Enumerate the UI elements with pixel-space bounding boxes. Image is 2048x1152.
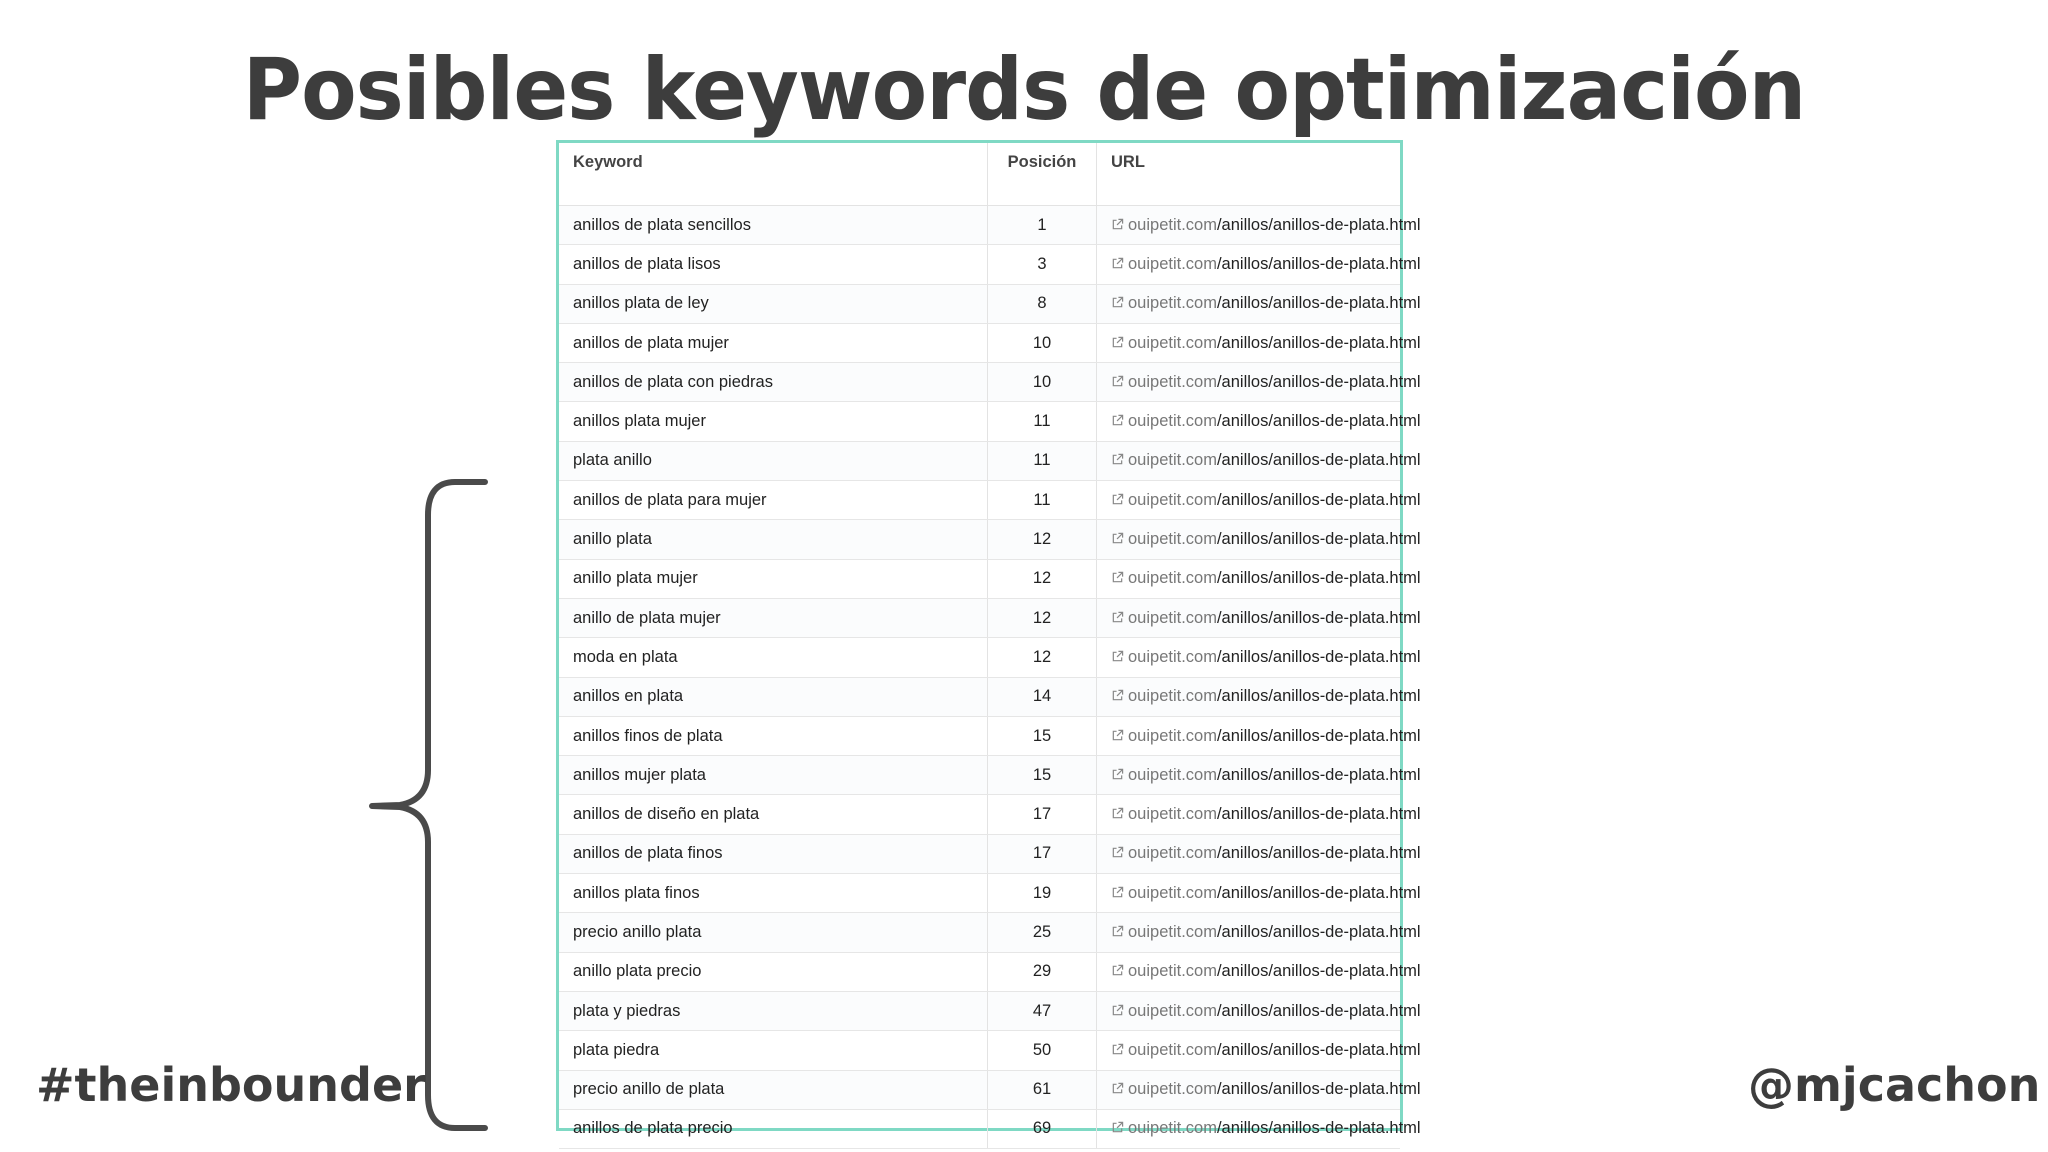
url-cell[interactable]: [1097, 363, 1421, 402]
external-link-icon[interactable]: [1111, 531, 1124, 544]
keyword-cell: plata anillo: [559, 441, 988, 480]
url-path[interactable]: /anillos/anillos-de-plata.html: [1216, 805, 1421, 824]
keyword-cell: anillos de plata precio: [559, 1109, 988, 1148]
table-row: [559, 559, 1400, 598]
header-keyword[interactable]: Keyword: [559, 143, 988, 206]
table-row: [559, 1070, 1400, 1109]
keyword-cell: anillo plata mujer: [559, 559, 988, 598]
url-path[interactable]: /anillos/anillos-de-plata.html: [1216, 451, 1421, 470]
url-cell[interactable]: [1097, 1109, 1421, 1148]
position-cell: 69: [988, 1109, 1097, 1148]
url-domain[interactable]: ouipetit.com: [1128, 1119, 1217, 1138]
table-row: [559, 795, 1400, 834]
external-link-icon[interactable]: [1111, 845, 1124, 858]
url-domain[interactable]: ouipetit.com: [1128, 254, 1217, 273]
url-cell[interactable]: [1097, 1070, 1421, 1109]
url-path[interactable]: /anillos/anillos-de-plata.html: [1216, 726, 1421, 745]
url-cell[interactable]: [1097, 1031, 1421, 1070]
url-cell[interactable]: [1097, 677, 1421, 716]
position-cell: 8: [988, 284, 1097, 323]
keyword-cell: anillos de plata lisos: [559, 245, 988, 284]
url-domain[interactable]: ouipetit.com: [1128, 490, 1217, 509]
url-path[interactable]: /anillos/anillos-de-plata.html: [1216, 765, 1421, 784]
url-cell[interactable]: [1097, 520, 1421, 559]
table-row: [559, 638, 1400, 677]
url-cell[interactable]: [1097, 598, 1421, 637]
url-path[interactable]: /anillos/anillos-de-plata.html: [1216, 333, 1421, 352]
keyword-cell: plata piedra: [559, 1031, 988, 1070]
url-domain[interactable]: ouipetit.com: [1128, 1040, 1217, 1059]
position-cell: 11: [988, 402, 1097, 441]
url-domain[interactable]: ouipetit.com: [1128, 294, 1217, 313]
table-row: [559, 402, 1400, 441]
keyword-cell: anillo plata: [559, 520, 988, 559]
position-cell: 12: [988, 559, 1097, 598]
url-cell[interactable]: [1097, 913, 1421, 952]
table-row: [559, 874, 1400, 913]
table-row: [559, 1031, 1400, 1070]
external-link-icon[interactable]: [1111, 688, 1124, 701]
url-path[interactable]: /anillos/anillos-de-plata.html: [1216, 412, 1421, 431]
url-domain[interactable]: ouipetit.com: [1128, 569, 1217, 588]
external-link-icon[interactable]: [1111, 1120, 1124, 1133]
position-cell: 17: [988, 834, 1097, 873]
table-row: [559, 991, 1400, 1030]
table-row: [559, 756, 1400, 795]
url-domain[interactable]: ouipetit.com: [1128, 883, 1217, 902]
url-domain[interactable]: ouipetit.com: [1128, 451, 1217, 470]
author-handle: @mjcachon: [1748, 1058, 2041, 1112]
url-cell[interactable]: [1097, 245, 1421, 284]
curly-brace: [360, 470, 500, 1150]
external-link-icon[interactable]: [1111, 924, 1124, 937]
external-link-icon[interactable]: [1111, 767, 1124, 780]
url-domain[interactable]: ouipetit.com: [1128, 1080, 1217, 1099]
keywords-table-frame: [556, 140, 1421, 1138]
position-cell: 10: [988, 363, 1097, 402]
keyword-cell: anillo de plata mujer: [559, 598, 988, 637]
url-cell[interactable]: [1097, 952, 1421, 991]
url-path[interactable]: /anillos/anillos-de-plata.html: [1216, 1080, 1421, 1099]
table-row: [559, 206, 1400, 245]
external-link-icon[interactable]: [1111, 1003, 1124, 1016]
position-cell: 12: [988, 598, 1097, 637]
keyword-cell: anillos de plata con piedras: [559, 363, 988, 402]
external-link-icon[interactable]: [1111, 885, 1124, 898]
url-domain[interactable]: ouipetit.com: [1128, 844, 1217, 863]
table-row: [559, 1109, 1400, 1148]
keyword-cell: anillos de plata mujer: [559, 323, 988, 362]
url-cell[interactable]: [1097, 323, 1421, 362]
keyword-cell: anillos finos de plata: [559, 716, 988, 755]
position-cell: 12: [988, 520, 1097, 559]
url-domain[interactable]: ouipetit.com: [1128, 608, 1217, 627]
url-cell[interactable]: [1097, 874, 1421, 913]
url-cell[interactable]: [1097, 402, 1421, 441]
url-path[interactable]: /anillos/anillos-de-plata.html: [1216, 530, 1421, 549]
keyword-cell: anillos en plata: [559, 677, 988, 716]
url-path[interactable]: /anillos/anillos-de-plata.html: [1216, 844, 1421, 863]
position-cell: 15: [988, 716, 1097, 755]
table-row: [559, 441, 1400, 480]
external-link-icon[interactable]: [1111, 295, 1124, 308]
position-cell: 25: [988, 913, 1097, 952]
external-link-icon[interactable]: [1111, 217, 1124, 230]
external-link-icon[interactable]: [1111, 728, 1124, 741]
table-row: [559, 520, 1400, 559]
external-link-icon[interactable]: [1111, 806, 1124, 819]
url-path[interactable]: /anillos/anillos-de-plata.html: [1216, 569, 1421, 588]
url-cell[interactable]: [1097, 206, 1421, 245]
external-link-icon[interactable]: [1111, 413, 1124, 426]
url-domain[interactable]: ouipetit.com: [1128, 765, 1217, 784]
table-row: [559, 834, 1400, 873]
url-path[interactable]: /anillos/anillos-de-plata.html: [1216, 215, 1421, 234]
external-link-icon[interactable]: [1111, 452, 1124, 465]
url-domain[interactable]: ouipetit.com: [1128, 412, 1217, 431]
header-url[interactable]: URL: [1097, 143, 1401, 206]
table-row: [559, 716, 1400, 755]
keyword-cell: anillos de plata para mujer: [559, 481, 988, 520]
external-link-icon[interactable]: [1111, 963, 1124, 976]
position-cell: 11: [988, 481, 1097, 520]
url-domain[interactable]: ouipetit.com: [1128, 726, 1217, 745]
table-row: [559, 284, 1400, 323]
keyword-cell: anillos plata de ley: [559, 284, 988, 323]
url-domain[interactable]: ouipetit.com: [1128, 647, 1217, 666]
table-row: [559, 245, 1400, 284]
url-path[interactable]: /anillos/anillos-de-plata.html: [1216, 1001, 1421, 1020]
keywords-table: [559, 143, 1421, 1149]
url-domain[interactable]: ouipetit.com: [1128, 962, 1217, 981]
url-path[interactable]: /anillos/anillos-de-plata.html: [1216, 254, 1421, 273]
table-row: [559, 677, 1400, 716]
position-cell: 47: [988, 991, 1097, 1030]
url-domain[interactable]: ouipetit.com: [1128, 530, 1217, 549]
url-path[interactable]: /anillos/anillos-de-plata.html: [1216, 294, 1421, 313]
table-row: [559, 323, 1400, 362]
header-position[interactable]: Posición: [988, 143, 1097, 206]
keyword-cell: anillos mujer plata: [559, 756, 988, 795]
url-domain[interactable]: ouipetit.com: [1128, 333, 1217, 352]
url-cell[interactable]: [1097, 991, 1421, 1030]
url-domain[interactable]: ouipetit.com: [1128, 215, 1217, 234]
url-cell[interactable]: [1097, 756, 1421, 795]
position-cell: 61: [988, 1070, 1097, 1109]
url-domain[interactable]: ouipetit.com: [1128, 805, 1217, 824]
url-path[interactable]: /anillos/anillos-de-plata.html: [1216, 608, 1421, 627]
url-path[interactable]: /anillos/anillos-de-plata.html: [1216, 687, 1421, 706]
hashtag-label: #theinbounder: [36, 1058, 426, 1112]
external-link-icon[interactable]: [1111, 374, 1124, 387]
position-cell: 50: [988, 1031, 1097, 1070]
external-link-icon[interactable]: [1111, 335, 1124, 348]
url-path[interactable]: /anillos/anillos-de-plata.html: [1216, 922, 1421, 941]
url-cell[interactable]: [1097, 284, 1421, 323]
external-link-icon[interactable]: [1111, 649, 1124, 662]
url-domain[interactable]: ouipetit.com: [1128, 1001, 1217, 1020]
url-cell[interactable]: [1097, 481, 1421, 520]
table-header-row: [559, 143, 1400, 206]
url-path[interactable]: /anillos/anillos-de-plata.html: [1216, 883, 1421, 902]
table-row: [559, 363, 1400, 402]
keyword-cell: anillos plata finos: [559, 874, 988, 913]
url-cell[interactable]: [1097, 834, 1421, 873]
keyword-cell: moda en plata: [559, 638, 988, 677]
keyword-cell: anillos de diseño en plata: [559, 795, 988, 834]
position-cell: 10: [988, 323, 1097, 362]
url-path[interactable]: /anillos/anillos-de-plata.html: [1216, 372, 1421, 391]
keyword-cell: anillo plata precio: [559, 952, 988, 991]
keyword-cell: precio anillo plata: [559, 913, 988, 952]
table-row: [559, 481, 1400, 520]
keyword-cell: plata y piedras: [559, 991, 988, 1030]
keyword-cell: anillos de plata sencillos: [559, 206, 988, 245]
external-link-icon[interactable]: [1111, 1042, 1124, 1055]
slide-title: Posibles keywords de optimización: [242, 40, 1806, 140]
table-row: [559, 952, 1400, 991]
position-cell: 15: [988, 756, 1097, 795]
position-cell: 19: [988, 874, 1097, 913]
url-domain[interactable]: ouipetit.com: [1128, 922, 1217, 941]
url-path[interactable]: /anillos/anillos-de-plata.html: [1216, 962, 1421, 981]
url-cell[interactable]: [1097, 559, 1421, 598]
position-cell: 29: [988, 952, 1097, 991]
position-cell: 12: [988, 638, 1097, 677]
external-link-icon[interactable]: [1111, 256, 1124, 269]
table-body: [559, 206, 1421, 1149]
url-cell[interactable]: [1097, 716, 1421, 755]
url-path[interactable]: /anillos/anillos-de-plata.html: [1216, 1040, 1421, 1059]
url-cell[interactable]: [1097, 638, 1421, 677]
keyword-cell: anillos plata mujer: [559, 402, 988, 441]
keyword-cell: precio anillo de plata: [559, 1070, 988, 1109]
position-cell: 11: [988, 441, 1097, 480]
url-cell[interactable]: [1097, 441, 1421, 480]
external-link-icon[interactable]: [1111, 610, 1124, 623]
keyword-cell: anillos de plata finos: [559, 834, 988, 873]
url-path[interactable]: /anillos/anillos-de-plata.html: [1216, 490, 1421, 509]
position-cell: 14: [988, 677, 1097, 716]
external-link-icon[interactable]: [1111, 570, 1124, 583]
external-link-icon[interactable]: [1111, 1081, 1124, 1094]
table-row: [559, 913, 1400, 952]
table-row: [559, 598, 1400, 637]
position-cell: 17: [988, 795, 1097, 834]
position-cell: 3: [988, 245, 1097, 284]
external-link-icon[interactable]: [1111, 492, 1124, 505]
position-cell: 1: [988, 206, 1097, 245]
url-cell[interactable]: [1097, 795, 1421, 834]
url-path[interactable]: /anillos/anillos-de-plata.html: [1216, 647, 1421, 666]
url-path[interactable]: /anillos/anillos-de-plata.html: [1216, 1119, 1421, 1138]
url-domain[interactable]: ouipetit.com: [1128, 372, 1217, 391]
url-domain[interactable]: ouipetit.com: [1128, 687, 1217, 706]
